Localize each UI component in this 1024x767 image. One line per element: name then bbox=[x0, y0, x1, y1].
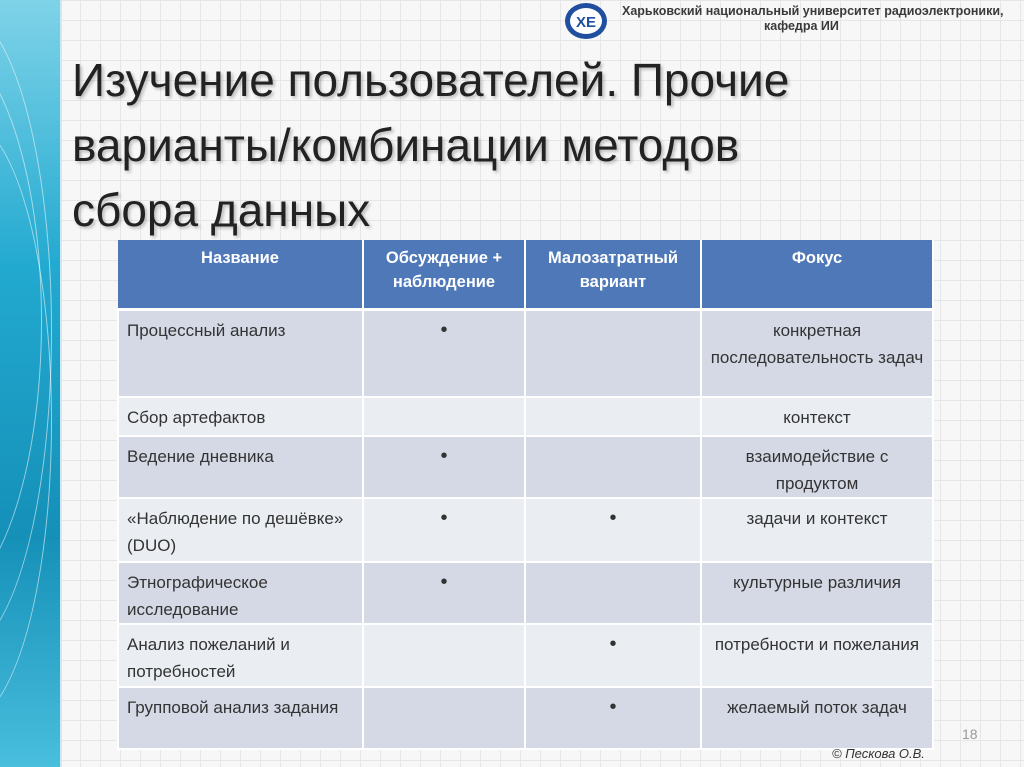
table-row bbox=[118, 562, 933, 624]
title-line1: Изучение пользователей. Прочие bbox=[72, 54, 790, 106]
logo-text: ХЕ bbox=[575, 14, 597, 31]
table-row bbox=[118, 624, 933, 687]
cell-name: Сбор артефактов bbox=[118, 397, 363, 436]
cell-lowcost bbox=[525, 436, 701, 498]
cell-name: Анализ пожеланий и потребностей bbox=[118, 624, 363, 687]
table-row bbox=[118, 436, 933, 498]
cell-focus: взаимодействие с продуктом bbox=[701, 436, 933, 498]
table-row bbox=[118, 498, 933, 562]
cell-lowcost bbox=[525, 562, 701, 624]
cell-discussion bbox=[363, 624, 525, 687]
title-line2: варианты/комбинации методов bbox=[72, 119, 740, 171]
university-name bbox=[622, 4, 1022, 34]
cell-discussion bbox=[363, 687, 525, 749]
cell-focus: культурные различия bbox=[701, 562, 933, 624]
cell-lowcost bbox=[525, 397, 701, 436]
header-focus: Фокус bbox=[701, 240, 933, 310]
cell-name: Групповой анализ задания bbox=[118, 687, 363, 749]
cell-lowcost: • bbox=[525, 687, 701, 749]
university-logo bbox=[562, 1, 610, 41]
cell-discussion: • bbox=[363, 436, 525, 498]
header-discussion: Обсуждение + наблюдение bbox=[363, 240, 525, 310]
cell-discussion: • bbox=[363, 310, 525, 397]
cell-focus: контекст bbox=[701, 397, 933, 436]
cell-name: «Наблюдение по дешёвке» (DUO) bbox=[118, 498, 363, 562]
table-row bbox=[118, 397, 933, 436]
page-number: 18 bbox=[962, 726, 978, 742]
cell-lowcost: • bbox=[525, 498, 701, 562]
cell-discussion bbox=[363, 397, 525, 436]
title-line3: сбора данных bbox=[72, 184, 371, 236]
cell-discussion: • bbox=[363, 498, 525, 562]
cell-focus: конкретная последовательность задач bbox=[701, 310, 933, 397]
header-lowcost: Малозатратный вариант bbox=[525, 240, 701, 310]
cell-discussion: • bbox=[363, 562, 525, 624]
decorative-left-band bbox=[0, 0, 60, 767]
cell-focus: желаемый поток задач bbox=[701, 687, 933, 749]
table-header-row bbox=[118, 240, 933, 310]
cell-name: Этнографическое исследование bbox=[118, 562, 363, 624]
cell-lowcost bbox=[525, 310, 701, 397]
cell-name: Ведение дневника bbox=[118, 436, 363, 498]
university-name-line2: кафедра ИИ bbox=[764, 19, 839, 33]
copyright-text: © Пескова О.В. bbox=[832, 746, 925, 761]
table-row bbox=[118, 687, 933, 749]
slide-title bbox=[72, 48, 972, 243]
decorative-divider bbox=[60, 0, 62, 767]
university-name-line1: Харьковский национальный университет радиоэлектроники, bbox=[622, 4, 1004, 18]
cell-focus: потребности и пожелания bbox=[701, 624, 933, 687]
cell-name: Процессный анализ bbox=[118, 310, 363, 397]
table-row bbox=[118, 310, 933, 397]
methods-table bbox=[117, 240, 934, 750]
cell-lowcost: • bbox=[525, 624, 701, 687]
header-name: Название bbox=[118, 240, 363, 310]
cell-focus: задачи и контекст bbox=[701, 498, 933, 562]
